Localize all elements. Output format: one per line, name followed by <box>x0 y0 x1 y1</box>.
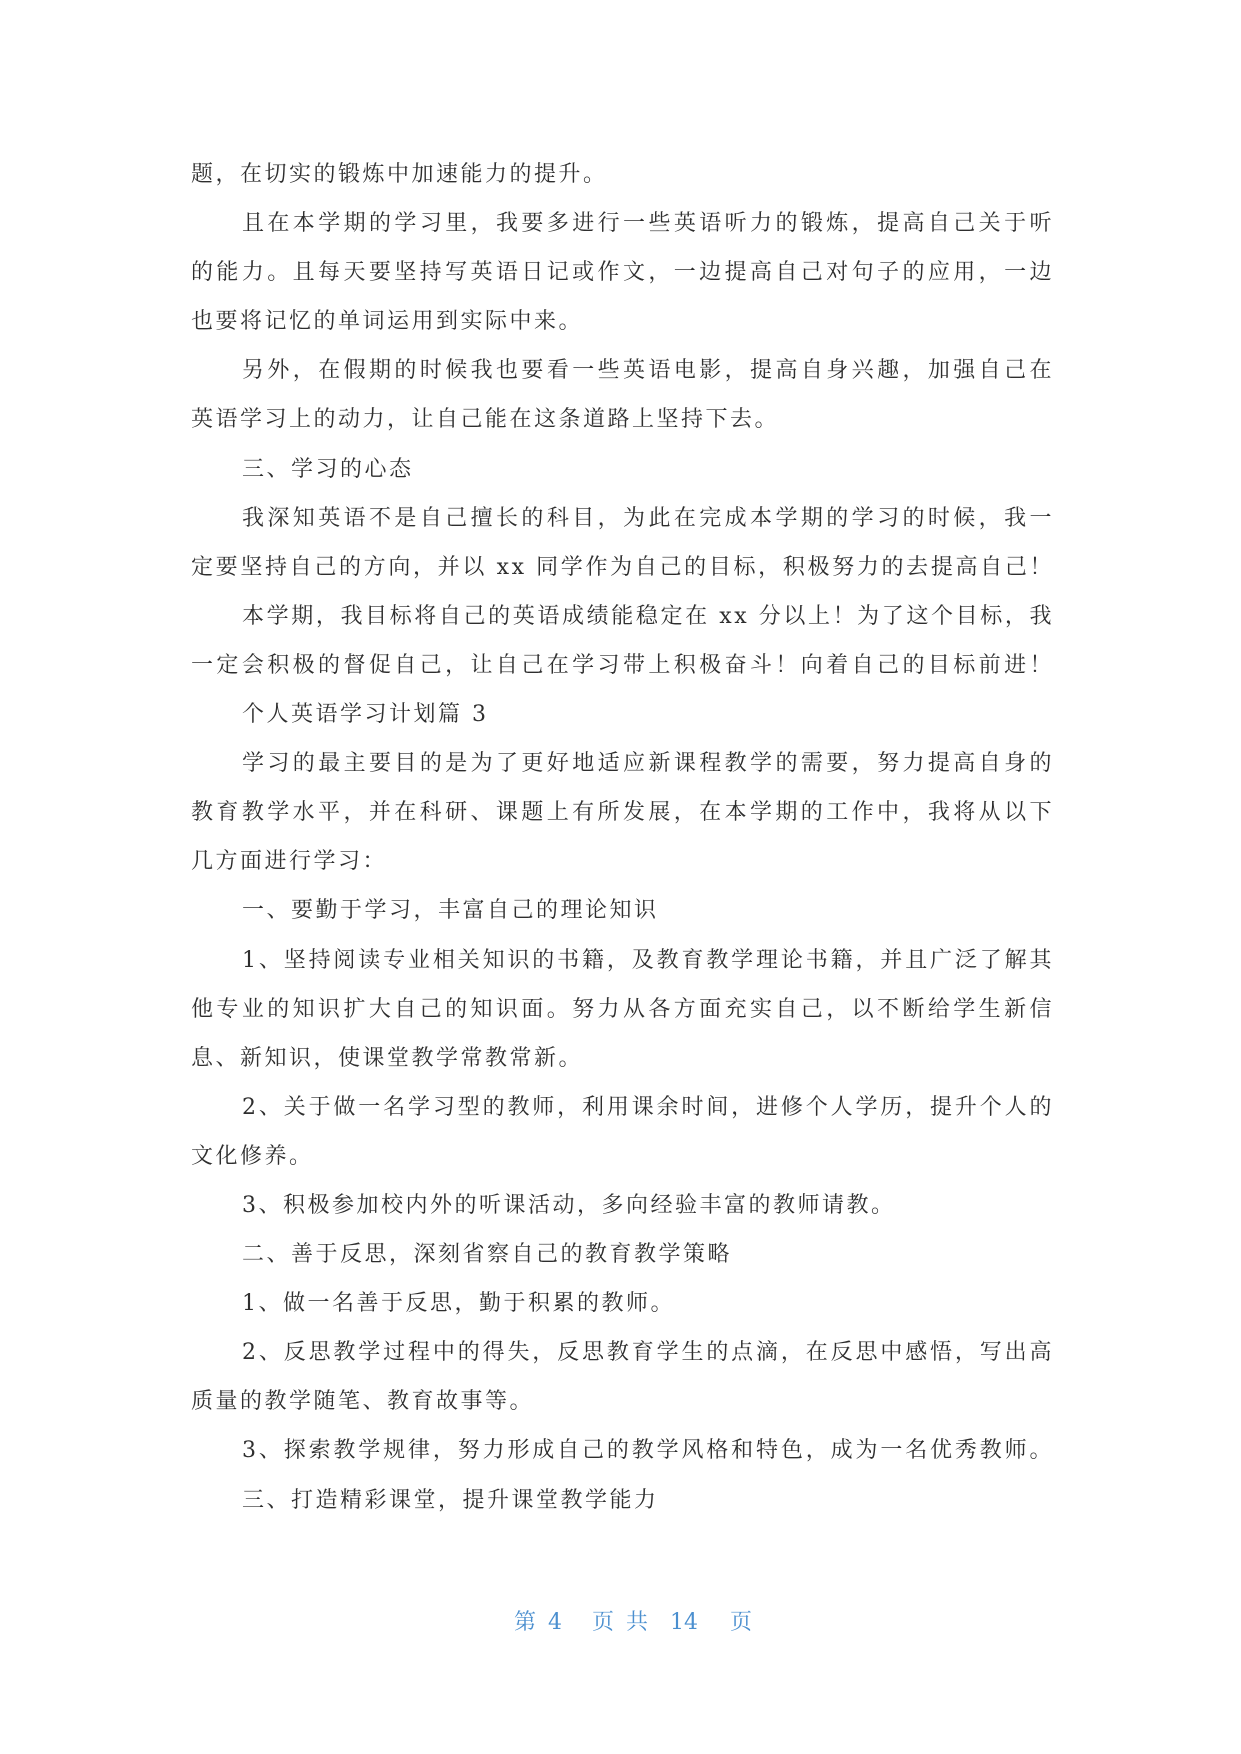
paragraph-line: 质量的教学随笔、教育故事等。 <box>191 1389 535 1415</box>
list-item <box>191 1279 1054 1328</box>
paragraph-line: 他专业的知识扩大自己的知识面。努力从各方面充实自己，以不断给学生新信 <box>191 996 1054 1022</box>
paragraph-line: 几方面进行学习： <box>191 849 388 875</box>
paragraph <box>191 494 1054 592</box>
current-page-number: 4 <box>548 1610 563 1635</box>
paragraph <box>191 199 1054 346</box>
article-heading-text: 个人英语学习计划篇 3 <box>242 702 489 728</box>
list-item <box>191 1426 1054 1475</box>
section-heading-text: 一、要勤于学习，丰富自己的理论知识 <box>242 898 659 924</box>
paragraph-line: 3、积极参加校内外的听课活动，多向经验丰富的教师请教。 <box>242 1192 896 1218</box>
list-item <box>191 1083 1054 1181</box>
paragraph-line: 1、做一名善于反思，勤于积累的教师。 <box>242 1291 675 1317</box>
section-heading <box>191 886 1054 935</box>
paragraph-line: 另外，在假期的时候我也要看一些英语电影，提高自身兴趣，加强自己在 <box>242 358 1054 384</box>
paragraph-continuation <box>191 150 1054 199</box>
paragraph-line: 2、反思教学过程中的得失，反思教育学生的点滴，在反思中感悟，写出高 <box>242 1340 1054 1366</box>
paragraph-line: 定要坚持自己的方向，并以 xx 同学作为自己的目标，积极努力的去提高自己！ <box>191 554 1054 580</box>
paragraph-line: 且在本学期的学习里，我要多进行一些英语听力的锻炼，提高自己关于听 <box>242 211 1054 237</box>
paragraph-line: 一定会积极的督促自己，让自己在学习带上积极奋斗！向着自己的目标前进！ <box>191 652 1054 678</box>
article-heading <box>191 690 1054 739</box>
paragraph-line: 本学期，我目标将自己的英语成绩能稳定在 xx 分以上！为了这个目标，我 <box>242 603 1054 629</box>
paragraph-line: 息、新知识，使课堂教学常教常新。 <box>191 1045 584 1071</box>
paragraph-line: 1、坚持阅读专业相关知识的书籍，及教育教学理论书籍，并且广泛了解其 <box>242 947 1054 973</box>
paragraph-line: 3、探索教学规律，努力形成自己的教学风格和特色，成为一名优秀教师。 <box>242 1438 1054 1464</box>
list-item <box>191 1328 1054 1426</box>
paragraph-line: 英语学习上的动力，让自己能在这条道路上坚持下去。 <box>191 407 780 433</box>
paragraph <box>191 592 1054 690</box>
paragraph-line: 2、关于做一名学习型的教师，利用课余时间，进修个人学历，提升个人的 <box>242 1094 1054 1120</box>
paragraph-line: 题，在切实的锻炼中加速能力的提升。 <box>191 162 608 187</box>
page-number-suffix: 页 <box>730 1610 753 1635</box>
section-heading <box>191 1230 1054 1279</box>
section-heading-text: 二、善于反思，深刻省察自己的教育教学策略 <box>242 1242 733 1268</box>
page-number-middle: 页共 <box>592 1610 661 1635</box>
total-pages-number: 14 <box>670 1610 699 1635</box>
section-heading <box>191 1476 1054 1525</box>
section-heading-text: 三、学习的心态 <box>242 456 414 482</box>
list-item <box>191 1181 1054 1230</box>
paragraph <box>191 346 1054 444</box>
page-footer <box>0 1608 1241 1638</box>
list-item <box>191 936 1054 1083</box>
paragraph <box>191 739 1054 886</box>
document-body <box>191 150 1054 1525</box>
paragraph-line: 的能力。且每天要坚持写英语日记或作文，一边提高自己对句子的应用，一边 <box>191 260 1054 286</box>
section-heading <box>191 445 1054 494</box>
paragraph-line: 我深知英语不是自己擅长的科目，为此在完成本学期的学习的时候，我一 <box>242 505 1054 531</box>
paragraph-line: 文化修养。 <box>191 1143 314 1169</box>
paragraph-line: 学习的最主要目的是为了更好地适应新课程教学的需要，努力提高自身的 <box>242 751 1054 777</box>
page-number-prefix: 第 <box>514 1610 537 1635</box>
paragraph-line: 教育教学水平，并在科研、课题上有所发展，在本学期的工作中，我将从以下 <box>191 800 1054 826</box>
paragraph-line: 也要将记忆的单词运用到实际中来。 <box>191 309 584 335</box>
page-number <box>514 1608 752 1638</box>
section-heading-text: 三、打造精彩课堂，提升课堂教学能力 <box>242 1487 659 1513</box>
